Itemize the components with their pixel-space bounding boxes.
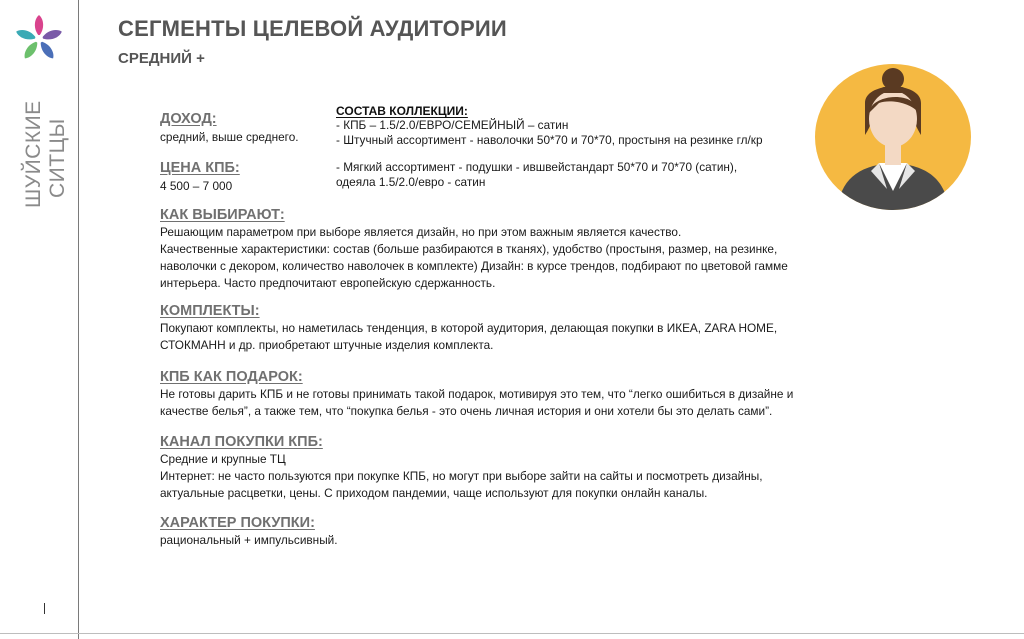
collection-line: - Штучный ассортимент - наволочки 50*70 и 70*70, простыня на резинке гл/кр — [336, 133, 763, 147]
page-title: СЕГМЕНТЫ ЦЕЛЕВОЙ АУДИТОРИИ — [118, 16, 507, 41]
section-line: Средние и крупные ТЦ — [160, 452, 286, 466]
section-heading: ХАРАКТЕР ПОКУПКИ: — [160, 515, 315, 531]
bottom-divider — [0, 633, 1024, 634]
section-line: актуальные расцветки, цены. С приходом пандемии, чаще используют для покупки онлайн каналы. — [160, 486, 708, 500]
sidebar-divider — [78, 0, 79, 639]
collection-heading: СОСТАВ КОЛЛЕКЦИИ: — [336, 104, 468, 118]
brand-name-line2: СИТЦЫ — [46, 118, 69, 198]
section-line: интерьера. Часто предпочитают европейскую сдержанность. — [160, 276, 496, 290]
section-heading: КАНАЛ ПОКУПКИ КПБ: — [160, 434, 323, 450]
purchase-character-section — [160, 515, 870, 548]
page-subtitle: СРЕДНИЙ + — [118, 50, 205, 67]
section-line: СТОКМАНН и др. приобретают штучные изделия комплекта. — [160, 338, 494, 352]
how-they-choose-section — [160, 207, 870, 291]
page-marker — [44, 603, 45, 614]
section-heading: КОМПЛЕКТЫ: — [160, 303, 260, 319]
section-line: наволочки с декором, количество наволочек в комплекте) Дизайн: в курсе трендов, подбирают по цветовой гамме — [160, 259, 788, 273]
section-heading: КПБ КАК ПОДАРОК: — [160, 369, 303, 385]
brand-name-line1: ШУЙСКИЕ — [22, 100, 45, 208]
section-line: Качественные характеристики: состав (больше разбираются в тканях), удобство (простыня, размер, на резинке, — [160, 242, 778, 256]
collection-block — [336, 104, 816, 190]
collection-line: - КПБ – 1.5/2.0/ЕВРО/СЕМЕЙНЫЙ – сатин — [336, 118, 569, 132]
income-block — [160, 111, 330, 145]
collection-line: - Мягкий ассортимент - подушки - ившвейстандарт 50*70 и 70*70 (сатин), — [336, 160, 738, 174]
section-line: Решающим параметром при выборе является дизайн, но при этом важным является качество. — [160, 225, 682, 239]
price-block — [160, 160, 330, 194]
price-text: 4 500 – 7 000 — [160, 179, 233, 193]
price-heading: ЦЕНА КПБ: — [160, 160, 240, 176]
section-line: Не готовы дарить КПБ и не готовы принимать такой подарок, мотивируя это тем, что “легко ошибиться в дизайне и — [160, 387, 794, 401]
section-line: Покупают комплекты, но наметилась тенденция, в которой аудитория, делающая покупки в ИКЕА, ZARA HOME, — [160, 321, 778, 335]
section-line: качестве белья”, а также тем, что “покупка белья - это очень личная история и они хотели бы это делать сами”. — [160, 404, 773, 418]
income-text: средний, выше среднего. — [160, 130, 299, 144]
flower-logo-icon — [14, 14, 64, 64]
purchase-channel-section — [160, 434, 870, 501]
gift-section — [160, 369, 870, 419]
brand-wordmark — [8, 70, 70, 210]
collection-line: одеяла 1.5/2.0/евро - сатин — [336, 175, 486, 189]
section-heading: КАК ВЫБИРАЮТ: — [160, 207, 285, 223]
section-line: Интернет: не часто пользуются при покупке КПБ, но могут при выборе зайти на сайты и посмотреть дизайны, — [160, 469, 763, 483]
sets-section — [160, 303, 870, 353]
income-heading: ДОХОД: — [160, 111, 217, 127]
section-line: рациональный + импульсивный. — [160, 533, 338, 547]
woman-avatar-icon — [813, 63, 973, 211]
